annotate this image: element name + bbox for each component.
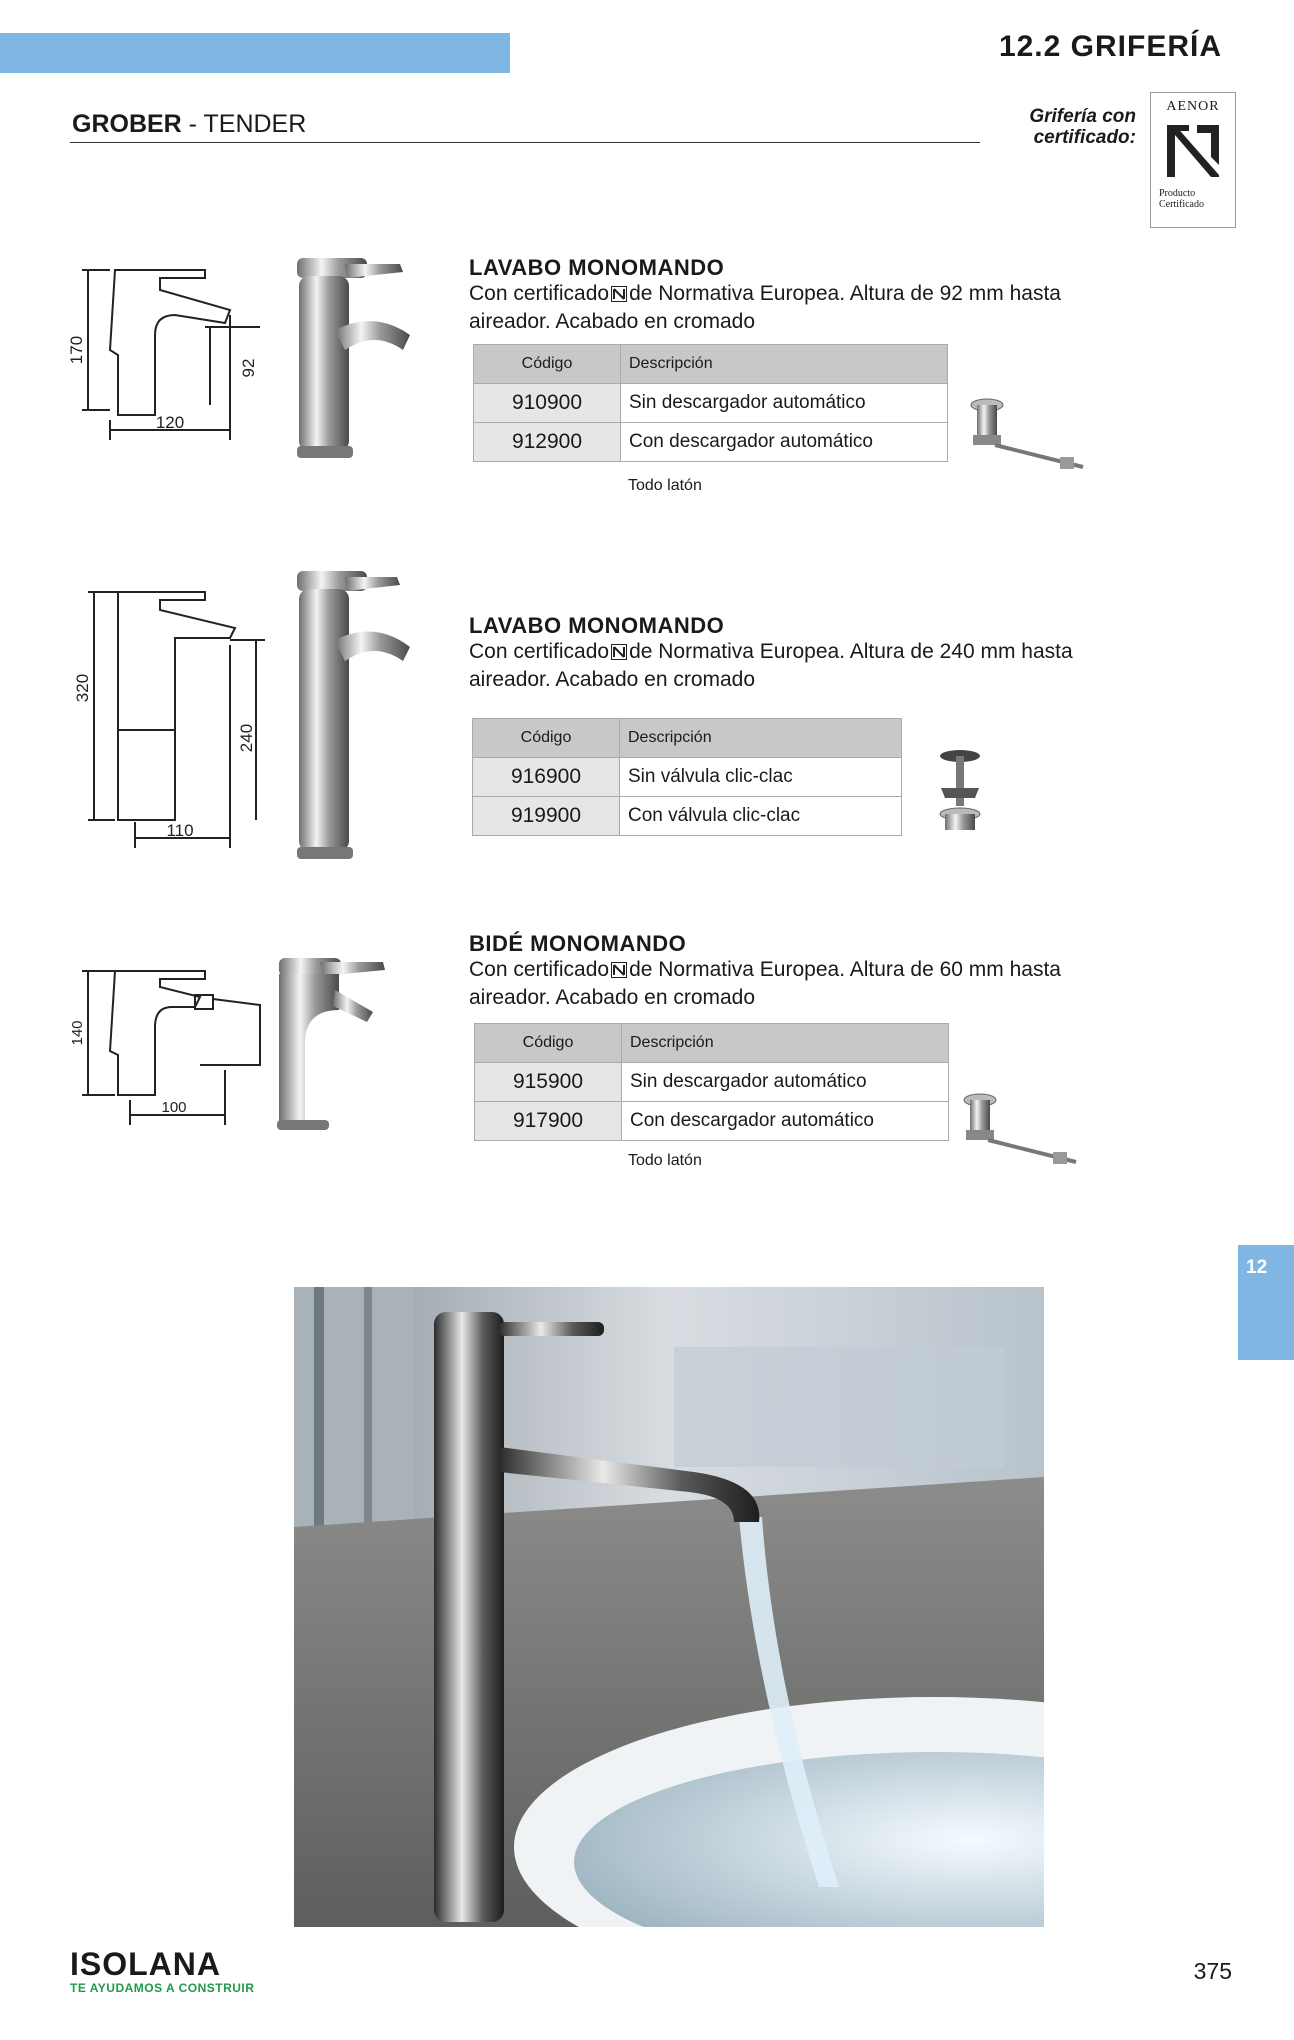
col-code-header: Código: [473, 719, 620, 758]
desc-3-post: de Normativa Europea. Altura de 60 mm hasta aireador. Acabado en cromado: [469, 958, 1061, 1009]
product-2-dimension-drawing: [60, 580, 270, 855]
col-code-header: Código: [474, 345, 621, 384]
product-1-description: [469, 280, 1109, 336]
aenor-certificate-badge: [1150, 92, 1236, 228]
isolana-logo: [70, 1946, 254, 1995]
product-description: Con descargador automático: [621, 423, 948, 462]
product-1-note: Todo latón: [628, 477, 702, 494]
dim-depth-2: 110: [166, 821, 194, 840]
chapter-tab: 12: [1238, 1245, 1294, 1360]
section-title: 12.2 GRIFERÍA: [998, 30, 1222, 63]
table-row: [475, 1102, 949, 1141]
product-code: 917900: [475, 1102, 622, 1141]
dim-height-3: 140: [69, 1020, 86, 1046]
table-row: [473, 797, 902, 836]
table-header-row: [474, 345, 948, 384]
product-code: 915900: [475, 1063, 622, 1102]
aenor-n-icon: [611, 644, 627, 660]
product-1-faucet-image: [285, 250, 445, 465]
product-code: 910900: [474, 384, 621, 423]
dim-height-1: 170: [67, 335, 86, 365]
product-code: 919900: [473, 797, 620, 836]
product-1-title: LAVABO MONOMANDO: [469, 255, 725, 280]
product-2-description: [469, 638, 1109, 694]
lifestyle-photo: [294, 1287, 1044, 1927]
aenor-sub-2: Certificado: [1159, 199, 1204, 210]
aenor-n-icon: [1161, 119, 1225, 183]
logo-tagline: TE AYUDAMOS A CONSTRUIR: [70, 1981, 255, 1995]
product-code: 916900: [473, 758, 620, 797]
page-number: 375: [1193, 1958, 1232, 1984]
cert-label-line-2: certificado:: [1033, 127, 1136, 148]
click-clack-valve-image: [935, 748, 985, 838]
dim-height-2: 320: [73, 673, 92, 703]
col-code-header: Código: [475, 1024, 622, 1063]
table-header-row: [475, 1024, 949, 1063]
cert-label-line-1: Grifería con: [1029, 106, 1136, 127]
table-row: [474, 384, 948, 423]
product-3-title: BIDÉ MONOMANDO: [469, 931, 687, 956]
brand-heading: [72, 110, 306, 139]
certificate-label: [1029, 106, 1136, 148]
product-3-dimension-drawing: [60, 955, 270, 1135]
desc-1-pre: Con certificado: [469, 282, 610, 305]
aenor-sub-1: Producto: [1159, 188, 1196, 199]
product-2-faucet-image: [285, 565, 445, 865]
header-rule: [70, 142, 980, 143]
col-desc-header: Descripción: [622, 1024, 949, 1063]
header-accent-bar: [0, 33, 510, 73]
table-row: [473, 758, 902, 797]
desc-2-post: de Normativa Europea. Altura de 240 mm hasta aireador. Acabado en cromado: [469, 640, 1073, 691]
drain-with-rod-image: [958, 1090, 1083, 1175]
desc-3-pre: Con certificado: [469, 958, 610, 981]
product-description: Con descargador automático: [622, 1102, 949, 1141]
table-row: [474, 423, 948, 462]
col-desc-header: Descripción: [620, 719, 902, 758]
product-description: Sin descargador automático: [622, 1063, 949, 1102]
brand-name: GROBER: [72, 110, 182, 138]
aenor-name: AENOR: [1166, 99, 1220, 114]
col-desc-header: Descripción: [621, 345, 948, 384]
dim-spout-2: 240: [237, 723, 256, 753]
product-code: 912900: [474, 423, 621, 462]
brand-separator: -: [181, 110, 204, 138]
product-3-code-table: [474, 1023, 949, 1141]
logo-word: ISOLANA: [70, 1946, 221, 1982]
product-1-dimension-drawing: [60, 255, 270, 445]
desc-1-post: de Normativa Europea. Altura de 92 mm hasta aireador. Acabado en cromado: [469, 282, 1061, 333]
product-2-title: LAVABO MONOMANDO: [469, 613, 725, 638]
product-3-note: Todo latón: [628, 1152, 702, 1169]
dim-spout-1: 92: [239, 358, 258, 378]
product-3-description: [469, 956, 1109, 1012]
product-description: Con válvula clic-clac: [620, 797, 902, 836]
product-2-code-table: [472, 718, 902, 836]
table-row: [475, 1063, 949, 1102]
product-1-code-table: [473, 344, 948, 462]
drain-with-rod-image: [965, 395, 1090, 480]
dim-depth-1: 120: [155, 413, 185, 432]
dim-depth-3: 100: [161, 1099, 187, 1116]
desc-2-pre: Con certificado: [469, 640, 610, 663]
product-3-faucet-image: [265, 950, 400, 1135]
table-header-row: [473, 719, 902, 758]
aenor-n-icon: [611, 286, 627, 302]
aenor-n-icon: [611, 962, 627, 978]
product-description: Sin descargador automático: [621, 384, 948, 423]
model-name: TENDER: [203, 110, 307, 138]
product-description: Sin válvula clic-clac: [620, 758, 902, 797]
